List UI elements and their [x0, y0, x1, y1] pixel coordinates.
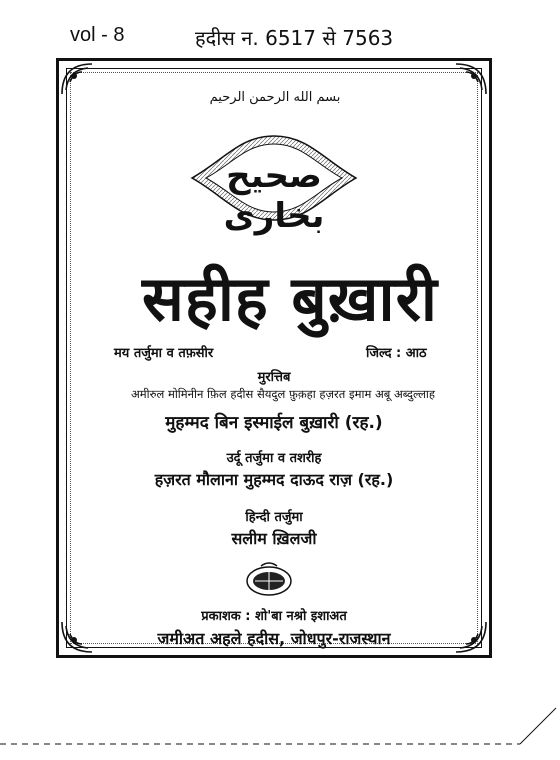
hadees-range: हदीस न. 6517 से 7563 [195, 26, 394, 50]
corner-ornament-top-right [454, 62, 488, 96]
compiler-titles: अमीरुल मोमिनीन फ़िल हदीस सैयदुल फ़ुक़हा हज़रत इमाम अबू अब्दुल्लाह [130, 387, 436, 401]
compiler-label: मुरत्तिब [257, 370, 291, 385]
with-translation-label: मय तर्जुमा व तफ़सीर [114, 346, 214, 361]
urdu-translator-name: हज़रत मौलाना मुहम्मद दाऊद राज़ (रह.) [154, 470, 394, 489]
hindi-translation-label: हिन्दी तर्जुमा [245, 510, 303, 525]
bismillah: بسم الله الرحمن الرحيم [209, 90, 341, 105]
compiler-name: मुहम्मद बिन इस्माईल बुख़ारी (रह.) [165, 413, 383, 433]
urdu-translation-label: उर्दू तर्जुमा व तशरीह [226, 451, 322, 466]
publisher-label: प्रकाशक : शो'बा नश्रो इशाअत [201, 609, 347, 624]
main-title: सहीह बुख़ारी [142, 262, 438, 335]
scan-edge-lines [0, 700, 560, 760]
hindi-translator-name: सलीम ख़िलजी [231, 529, 317, 548]
publisher-emblem-icon [243, 560, 295, 598]
corner-ornament-top-left [60, 62, 94, 96]
arabic-title: صحيح بخارى [223, 156, 325, 236]
publisher-name: जमीअत अहले हदीस, जोधपुर-राजस्थान [157, 629, 391, 648]
volume-number-label: जिल्द : आठ [366, 346, 427, 361]
volume-label: vol - 8 [70, 24, 125, 46]
